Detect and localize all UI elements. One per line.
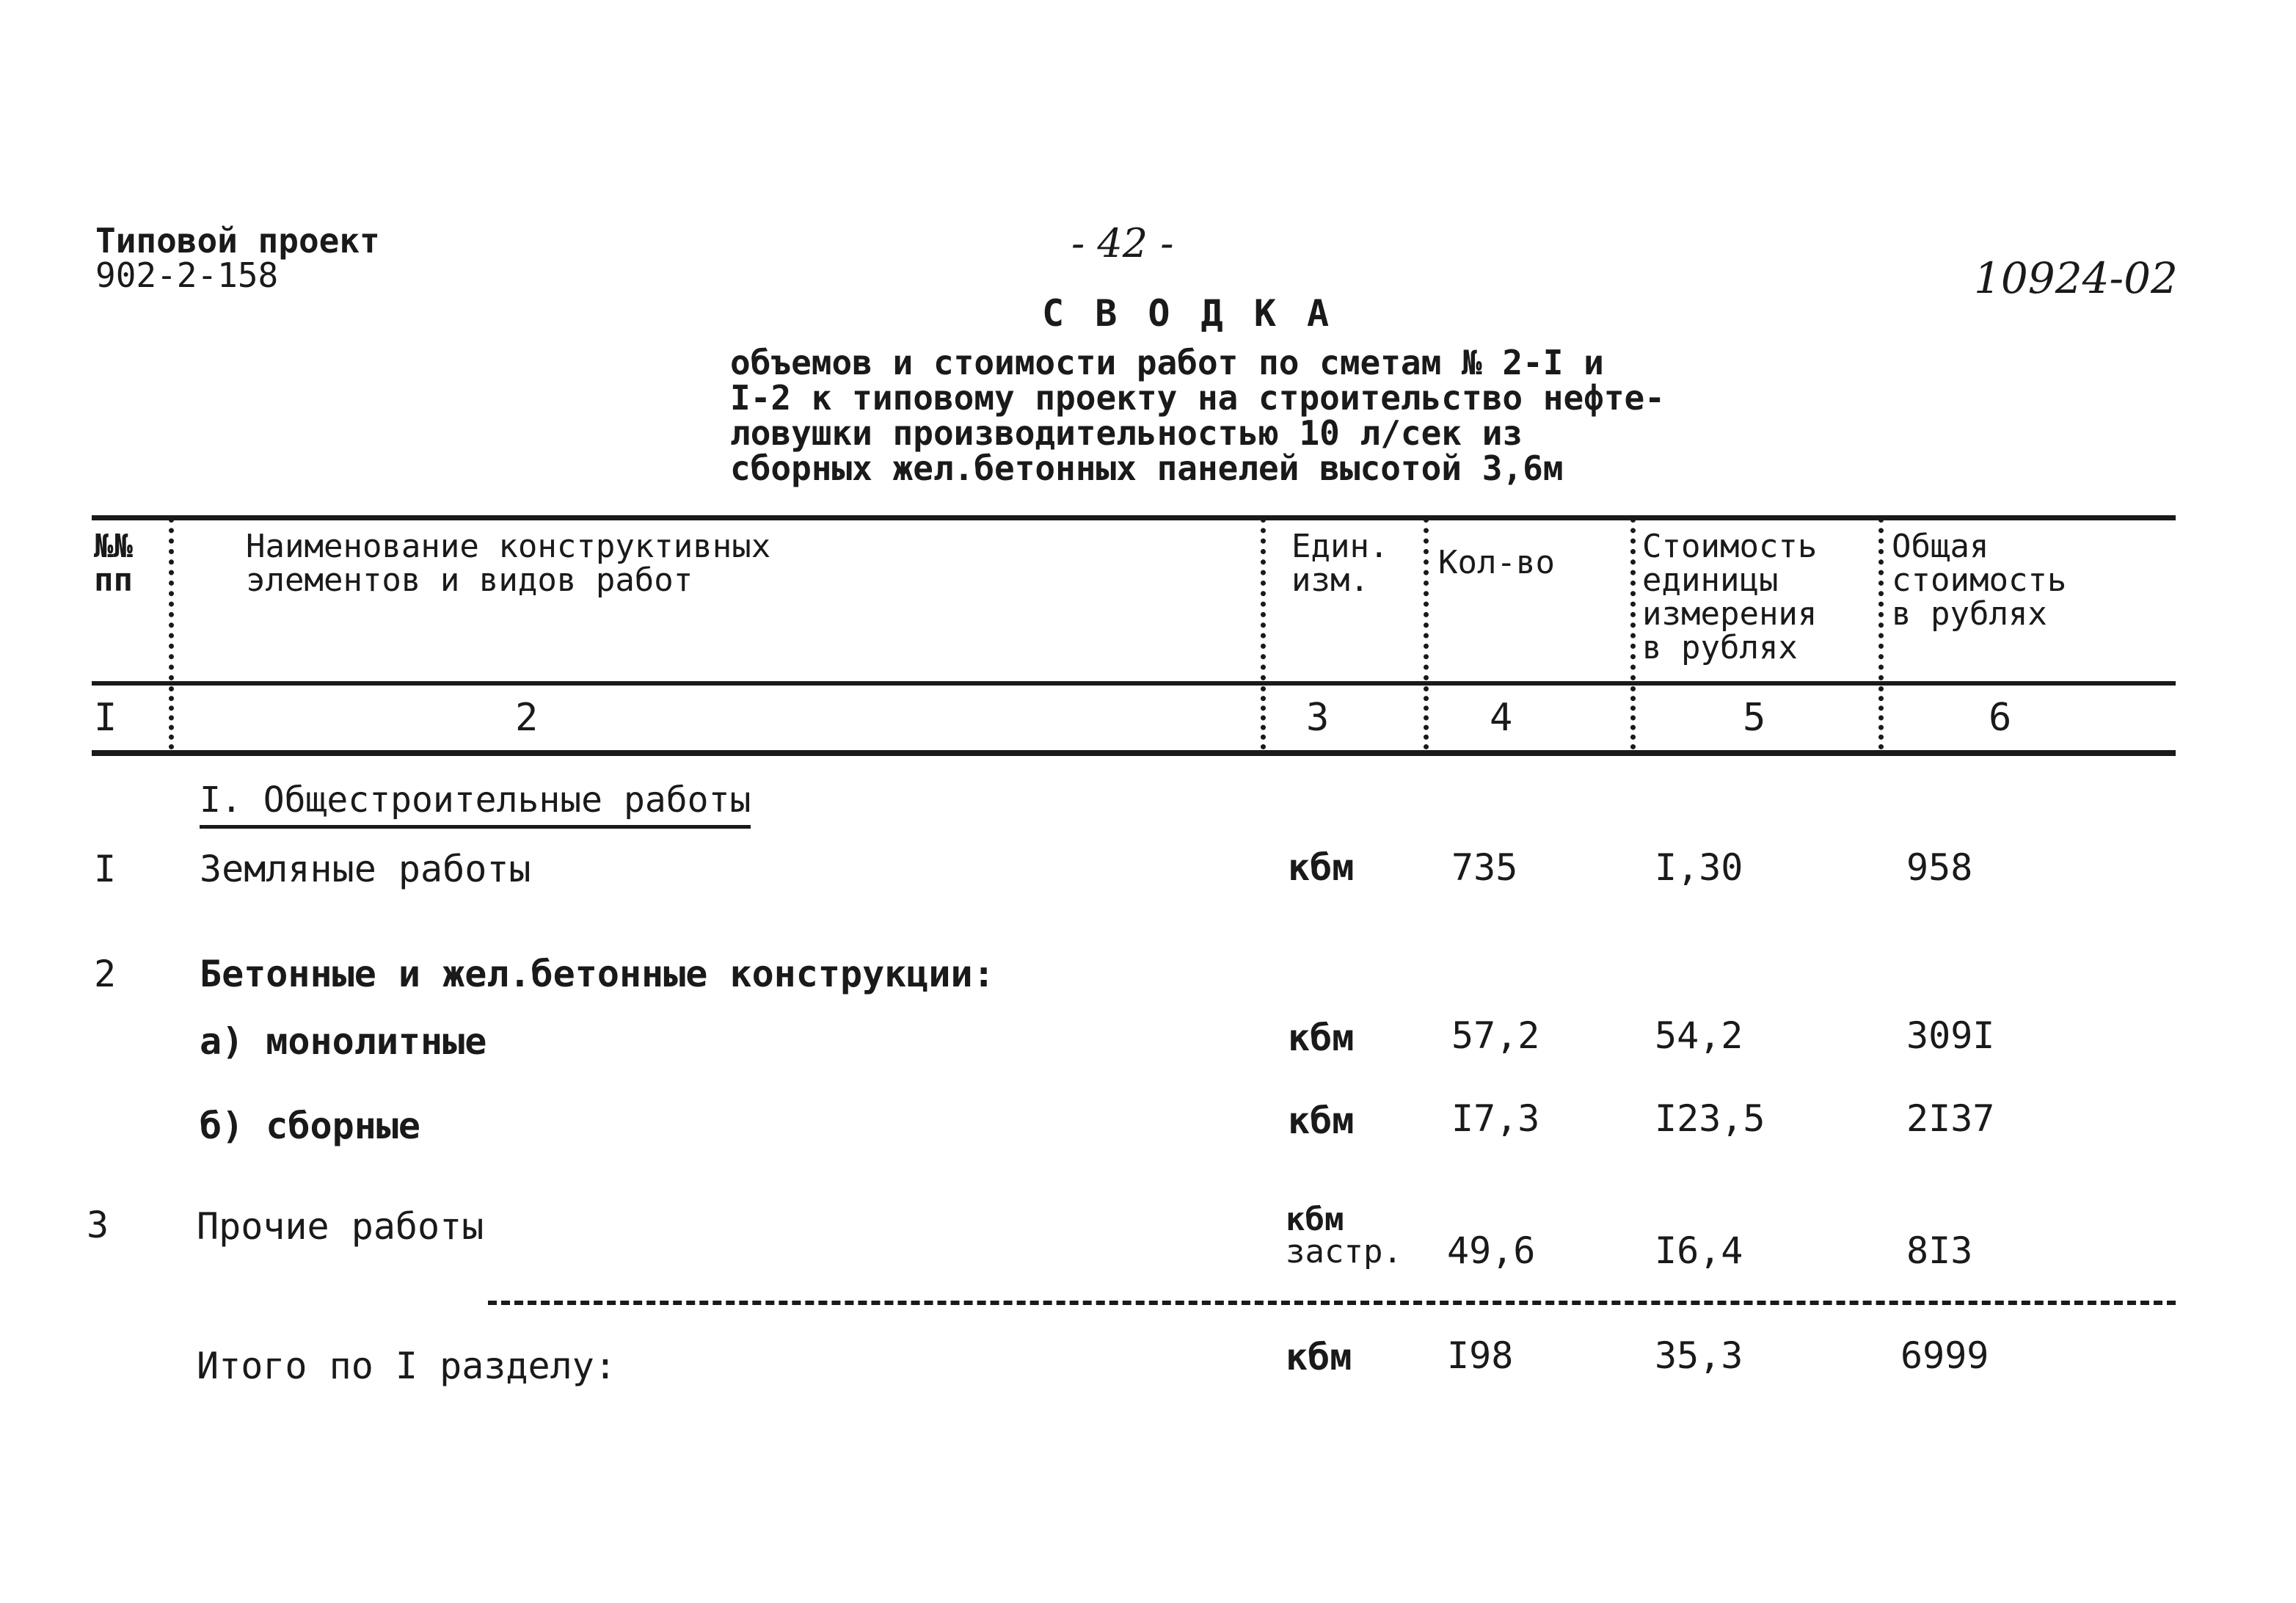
row-name: Бетонные и жел.бетонные конструкции:	[200, 953, 995, 995]
column-separator	[169, 517, 174, 680]
title-line: объемов и стоимости работ по сметам № 2-I и	[730, 343, 1604, 382]
column-separator	[1878, 517, 1884, 680]
header-num: №№ пп	[94, 528, 133, 599]
header-unit-cost: Стоимость единицы измерения в рублях	[1642, 528, 1818, 666]
header-name: Наименование конструктивных элементов и видов работ	[246, 528, 771, 599]
total-row-total: 6999	[1900, 1334, 1989, 1377]
row-unit: кбм	[1288, 1099, 1355, 1142]
total-row-name: Итого по I разделу:	[197, 1345, 616, 1387]
column-separator	[169, 686, 174, 749]
row-unit: кбм застр.	[1286, 1201, 1402, 1271]
total-row-unit: кбм	[1286, 1336, 1352, 1378]
title-line: ловушки производительностью 10 л/сек из	[730, 413, 1523, 453]
row-unit: кбм	[1288, 846, 1355, 889]
row-qty: I7,3	[1451, 1097, 1540, 1140]
column-separator	[1630, 517, 1636, 680]
column-numbers-rule	[92, 750, 2176, 756]
row-name: Прочие работы	[197, 1205, 484, 1248]
header-bottom-rule	[92, 681, 2176, 686]
row-unit-cost: I23,5	[1655, 1097, 1765, 1140]
total-row-unit-cost: 35,3	[1655, 1334, 1743, 1377]
page-number: - 42 -	[1071, 220, 1174, 266]
column-number: I	[94, 696, 117, 740]
column-number: 4	[1490, 696, 1513, 740]
row-total: 309I	[1906, 1014, 1995, 1057]
column-number: 3	[1306, 696, 1330, 740]
title-line: сборных жел.бетонных панелей высотой 3,6м	[730, 448, 1564, 488]
row-qty: 57,2	[1451, 1014, 1540, 1057]
row-unit-cost: I,30	[1655, 846, 1743, 889]
document-code: 10924-02	[1974, 253, 2178, 303]
column-number: 5	[1743, 696, 1766, 740]
total-row-qty: I98	[1447, 1334, 1514, 1377]
row-qty: 735	[1451, 846, 1518, 889]
section-title: I. Общестроительные работы	[200, 779, 751, 829]
column-separator	[1261, 517, 1266, 680]
title-block	[730, 345, 1665, 486]
column-number: 2	[515, 696, 539, 740]
row-unit-cost: 54,2	[1655, 1014, 1743, 1057]
project-number: 902-2-158	[95, 255, 279, 295]
row-unit: кбм	[1288, 1017, 1355, 1059]
row-total: 958	[1906, 846, 1973, 889]
row-name: Земляные работы	[200, 848, 531, 890]
column-separator	[1630, 686, 1636, 749]
column-separator	[1261, 686, 1266, 749]
column-number: 6	[1989, 696, 2012, 740]
document-heading: С В О Д К А	[1042, 292, 1334, 335]
row-num: 2	[94, 953, 117, 995]
dashed-separator	[488, 1301, 2176, 1305]
table-top-rule	[92, 515, 2176, 520]
row-num: I	[94, 848, 117, 890]
header-total-cost: Общая стоимость в рублях	[1892, 528, 2067, 633]
column-separator	[1424, 686, 1429, 749]
column-separator	[1878, 686, 1884, 749]
column-separator	[1424, 517, 1429, 680]
project-label: Типовой проект	[95, 221, 380, 261]
row-name: а) монолитные	[200, 1020, 487, 1063]
header-qty: Кол-во	[1438, 544, 1555, 581]
row-unit-cost: I6,4	[1655, 1229, 1743, 1272]
row-total: 8I3	[1906, 1229, 1973, 1272]
row-num: 3	[87, 1204, 109, 1246]
row-total: 2I37	[1906, 1097, 1995, 1140]
header-unit: Един. изм.	[1291, 528, 1389, 599]
row-name: б) сборные	[200, 1105, 421, 1147]
title-line: I-2 к типовому проекту на строительство нефте-	[730, 378, 1665, 418]
row-qty: 49,6	[1447, 1229, 1536, 1272]
